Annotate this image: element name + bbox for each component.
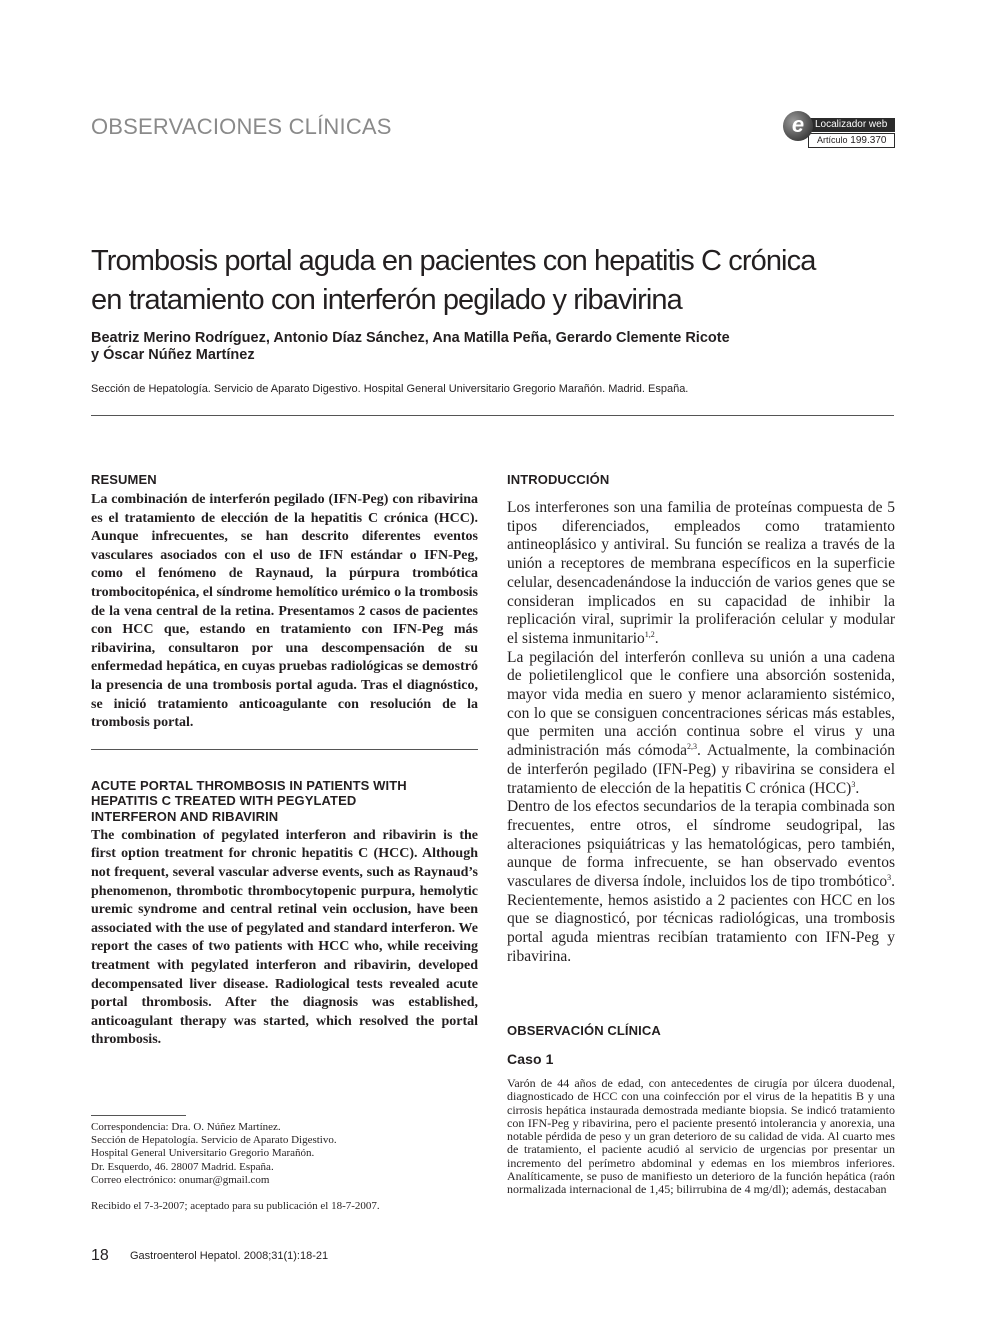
introduction-paragraph-3	[507, 798, 895, 966]
web-locator-badge[interactable]	[783, 111, 895, 151]
intro-p2-text-a: La pegilación del interferón conlleva su unión a una cadena de polietilenglicol que le confiere una absorción sostenida, mayor vida media en suero y menor aclaramiento sistémico, con lo que se consiguen concentraciones séricas más estables, que permiten una acción continua sobre el virus y una administración más cómoda	[507, 648, 895, 760]
correspondence	[91, 1121, 478, 1213]
intro-p1-text: Los interferones son una familia de proteínas compuesta de 5 tipos diferenciados, empleados como tratamiento antineoplásico y antiviral. Su función se realiza a través de la unión a receptores de membrana específicos en la superficie celular, desencadenándose la inducción de varios genes que se consideran implicados en su capacidad de inhibir la replicación viral, suprimir la proliferación celular y modular el sistema inmunitario	[507, 499, 895, 647]
article-title	[91, 242, 911, 320]
clinical-section	[507, 1023, 895, 1197]
abstract-en-heading-line-2: HEPATITIS C TREATED WITH PEGYLATED	[91, 793, 357, 809]
abstract-en	[91, 778, 478, 1050]
abstract-es-heading: RESUMEN	[91, 472, 157, 487]
journal-citation: Gastroenterol Hepatol. 2008;31(1):18-21	[130, 1250, 329, 1262]
introduction-paragraph-2	[507, 649, 895, 799]
case-1-heading: Caso 1	[507, 1051, 554, 1067]
abstract-es	[91, 472, 478, 733]
correspondence-line-4: Dr. Esquerdo, 46. 28007 Madrid. España.	[91, 1160, 274, 1173]
intro-p2-ref-a[interactable]: 2,3	[686, 741, 697, 751]
clinical-heading: OBSERVACIÓN CLÍNICA	[507, 1023, 661, 1038]
intro-p1-end: .	[654, 629, 659, 647]
intro-p2-text-b: . Actualmente, la combinación de interferón pegilado (IFN-Peg) y ribavirina se considera el tratamiento de elección de la hepatitis C crónica (HCC)	[507, 742, 896, 797]
introduction-paragraph-1	[507, 499, 895, 649]
title-line-2: en tratamiento con interferón pegilado y ribavirina	[91, 284, 682, 316]
case-1-text: Varón de 44 años de edad, con antecedentes de cirugía por úlcera duodenal, diagnosticado de HCC con una coinfección por el virus de la hepatitis B y una cirrosis hepática instaurada demostrada mediante biopsia. Se indicó tratamiento con IFN-Peg y ribavirina, pero el paciente presentó intolerancia y anorexia, una notable pérdida de peso y un gran deterioro de su calidad de vida. Al cuarto mes de tratamiento, el paciente acudió al servicio de urgencias por presentar un incremento del perímetro abdominal y edemas en los miembros inferiores. Analíticamente, se puso de manifiesto un deterioro de la función hepática (raón normalizada internacional de 1,45; bilirrubina de 4 mg/dl); además, destacaban	[507, 1076, 895, 1197]
correspondence-line-3: Hospital General Universitario Gregorio Marañón.	[91, 1147, 315, 1160]
intro-p3-text-b: . Recientemente, hemos asistido a 2 pacientes con HCC en los que se diagnosticó, por técnicas radiológicas, una trombosis portal aguda mientras recibían tratamiento con IFN-Peg y ribavirina.	[507, 873, 895, 965]
abstract-en-heading-line-1: ACUTE PORTAL THROMBOSIS IN PATIENTS WITH	[91, 778, 407, 793]
introduction-section	[507, 472, 895, 967]
intro-p2-end: .	[855, 779, 860, 797]
locator-article-label: Artículo	[817, 135, 848, 145]
affiliation: Sección de Hepatología. Servicio de Aparato Digestivo. Hospital General Universitario Gregorio Marañón. Madrid. España.	[91, 383, 689, 395]
locator-label: Localizador web	[805, 118, 895, 132]
intro-p2-ref-b[interactable]: 3	[851, 779, 856, 789]
title-line-1: Trombosis portal aguda en pacientes con hepatitis C crónica	[91, 245, 816, 277]
intro-p3-text-a: Dentro de los efectos secundarios de la terapia combinada son frecuentes, entre otros, el síndrome seudogripal, las alteraciones psiquiátricas y las hematológicas, pero también, aunque de forma infrecuente, se han observado eventos vasculares de diversa índole, incluidos los de tipo trombótico	[507, 798, 895, 891]
introduction-heading: INTRODUCCIÓN	[507, 472, 610, 487]
intro-p1-ref[interactable]: 1,2	[644, 629, 655, 639]
correspondence-email[interactable]: Correo electrónico: onumar@gmail.com	[91, 1173, 270, 1186]
author-list	[91, 330, 911, 364]
footnote-rule	[91, 1115, 186, 1116]
abstract-divider	[91, 749, 478, 750]
intro-p3-ref[interactable]: 3	[887, 872, 892, 882]
received-dates: Recibido el 7-3-2007; aceptado para su publicación el 18-7-2007.	[91, 1200, 380, 1213]
abstract-es-text: La combinación de interferón pegilado (IFN-Peg) con ribavirina es el tratamiento de elección de la hepatitis C crónica (HCC). Aunque infrecuentes, se han descrito diferentes eventos vasculares asociados con el uso de IFN estándar o IFN-Peg, como el fenómeno de Raynaud, la púrpura trombótica trombocitopénica, el síndrome hemolítico urémico o la trombosis de la vena central de la retina. Presentamos 2 casos de pacientes con HCC que, estando en tratamiento con IFN-Peg más ribavirina, consultaron por una descompensación de su enfermedad hepática, en cuyas pruebas radiológicas se demostró la presencia de una trombosis portal aguda. Tras el diagnóstico, se inició tratamiento anticoagulante con resolución de la trombosis portal.	[91, 492, 478, 731]
authors-line-2: y Óscar Núñez Martínez	[91, 347, 255, 363]
section-label: OBSERVACIONES CLÍNICAS	[91, 114, 392, 139]
abstract-en-heading-line-3: INTERFERON AND RIBAVIRIN	[91, 808, 279, 824]
page-number: 18	[91, 1247, 109, 1264]
header-divider	[91, 415, 894, 416]
authors-line-1: Beatriz Merino Rodríguez, Antonio Díaz Sánchez, Ana Matilla Peña, Gerardo Clemente Ricote	[91, 330, 730, 346]
locator-article-number: 199.370	[850, 135, 887, 146]
abstract-en-heading	[91, 778, 478, 824]
e-icon: e	[783, 111, 813, 141]
correspondence-line-1: Correspondencia: Dra. O. Núñez Martínez.	[91, 1121, 281, 1133]
correspondence-line-2: Sección de Hepatología. Servicio de Aparato Digestivo.	[91, 1134, 337, 1147]
abstract-en-text: The combination of pegylated interferon and ribavirin is the first option treatment for chronic hepatitis C (HCC). Although not frequent, several vascular adverse events, such as Raynaud’s phenomenon, thrombotic thrombocytopenic purpura, hemolytic uremic syndrome and central retinal vein occlusion, have been associated with the use of pegylated and standard interferon. We report the cases of two patients with HCC who, while receiving treatment with pegylated interferon and ribavirin, developed decompensated liver disease. Radiological tests revealed acute portal thrombosis. After the diagnosis was established, anticoagulant therapy was started, which resolved the portal thrombosis.	[91, 827, 478, 1048]
locator-article	[808, 133, 895, 148]
